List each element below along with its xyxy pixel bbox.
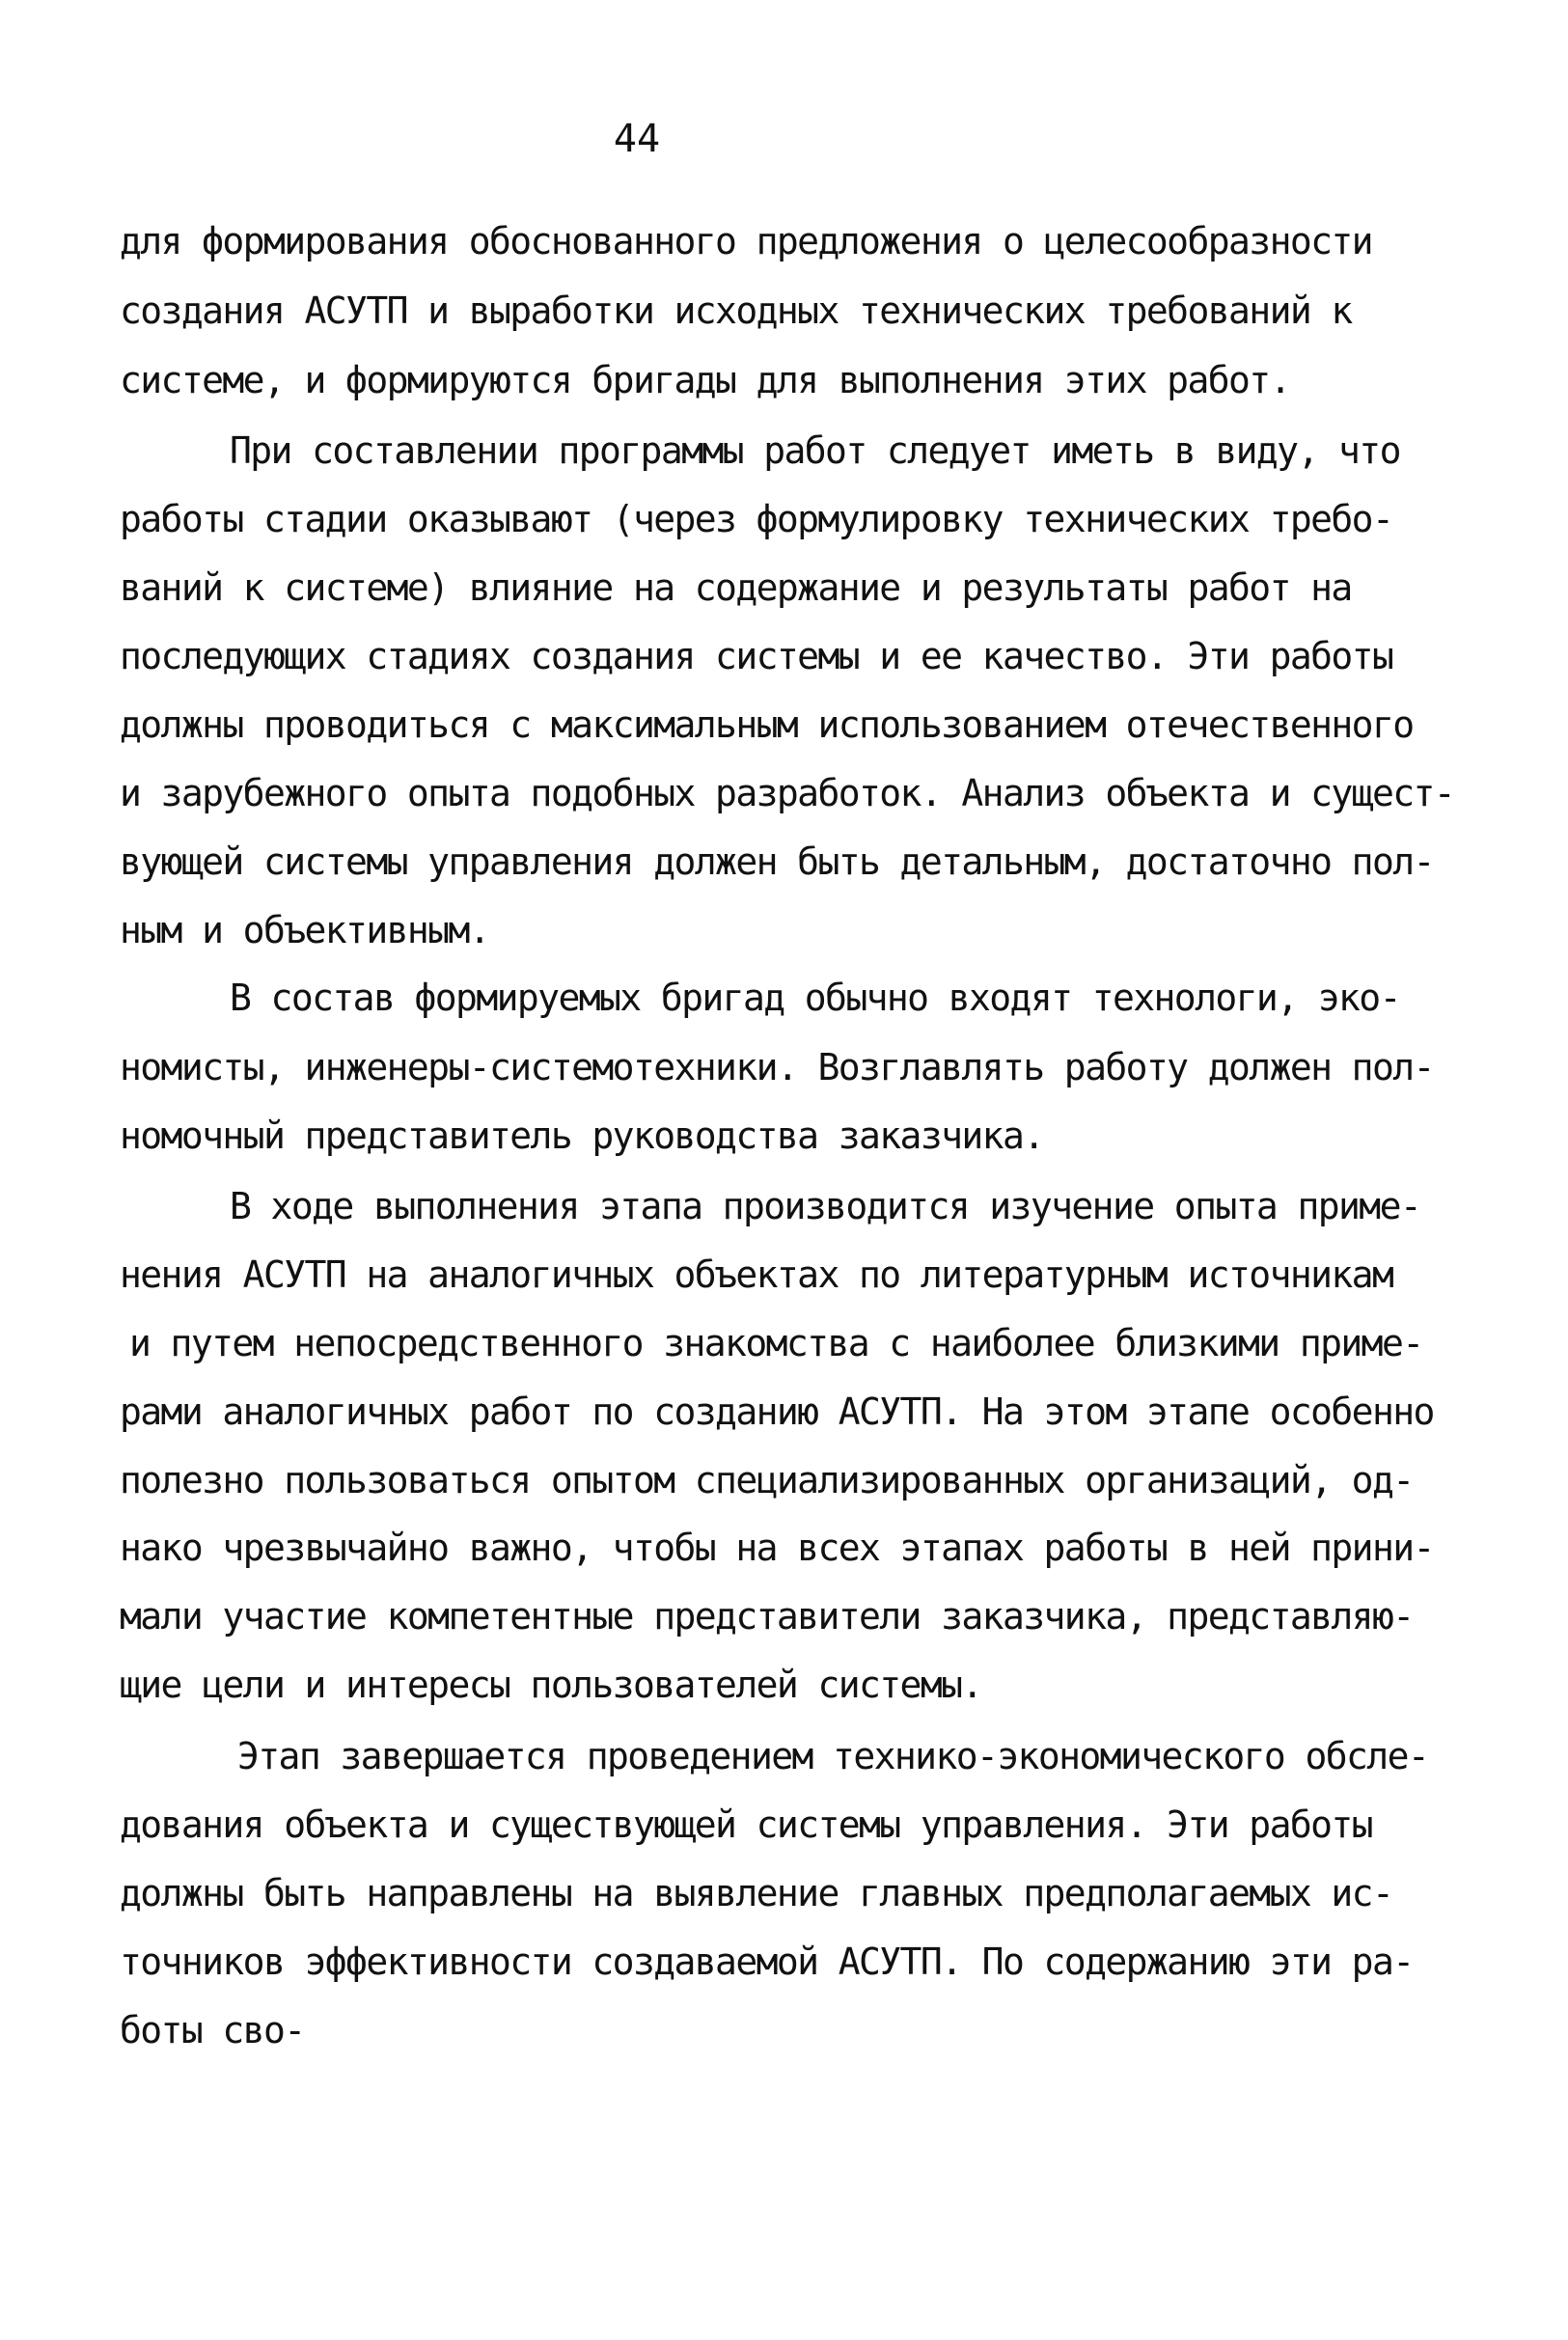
text-line: В ходе выполнения этапа производится изучение опыта приме- bbox=[230, 1185, 1421, 1227]
text-line: и путем непосредственного знакомства с наиболее близкими приме- bbox=[129, 1322, 1423, 1364]
text-line: создания АСУТП и выработки исходных технических требований к bbox=[120, 289, 1352, 332]
text-line: и зарубежного опыта подобных разработок. Анализ объекта и сущест- bbox=[120, 772, 1455, 814]
text-line: При составлении программы работ следует иметь в виду, что bbox=[230, 429, 1400, 472]
text-line: ным и объективным. bbox=[120, 909, 490, 951]
text-line: полезно пользоваться опытом специализированных организаций, од- bbox=[120, 1459, 1414, 1501]
text-line: дования объекта и существующей системы управления. Эти работы bbox=[120, 1803, 1372, 1846]
text-line: Этап завершается проведением технико-экономического обсле- bbox=[237, 1735, 1429, 1777]
text-line: системе, и формируются бригады для выполнения этих работ. bbox=[120, 359, 1290, 401]
text-line: должны быть направлены на выявление главных предполагаемых ис- bbox=[120, 1872, 1393, 1914]
text-line: рами аналогичных работ по созданию АСУТП. На этом этапе особенно bbox=[120, 1390, 1434, 1433]
text-line: для формирования обоснованного предложения о целесообразности bbox=[120, 220, 1372, 262]
text-line: должны проводиться с максимальным использованием отечественного bbox=[120, 703, 1414, 746]
text-line: нения АСУТП на аналогичных объектах по литературным источникам bbox=[120, 1253, 1393, 1296]
text-line: точников эффективности создаваемой АСУТП. По содержанию эти ра- bbox=[120, 1941, 1414, 1983]
text-line: номисты, инженеры-системотехники. Возглавлять работу должен пол- bbox=[120, 1046, 1434, 1088]
text-line: нако чрезвычайно важно, чтобы на всех этапах работы в ней прини- bbox=[120, 1527, 1434, 1569]
text-line: ваний к системе) влияние на содержание и результаты работ на bbox=[120, 566, 1352, 609]
text-line: В состав формируемых бригад обычно входят технологи, эко- bbox=[230, 977, 1400, 1019]
text-line: вующей системы управления должен быть детальным, достаточно пол- bbox=[120, 840, 1434, 883]
text-line: щие цели и интересы пользователей системы. bbox=[120, 1664, 982, 1706]
text-line: мали участие компетентные представители заказчика, представляю- bbox=[120, 1595, 1414, 1638]
text-line: номочный представитель руководства заказчика. bbox=[120, 1115, 1044, 1157]
page-number: 44 bbox=[613, 117, 661, 161]
text-line: последующих стадиях создания системы и ее качество. Эти работы bbox=[120, 635, 1393, 677]
text-line: работы стадии оказывают (через формулировку технических требо- bbox=[120, 498, 1393, 540]
text-line: боты сво- bbox=[120, 2009, 305, 2051]
